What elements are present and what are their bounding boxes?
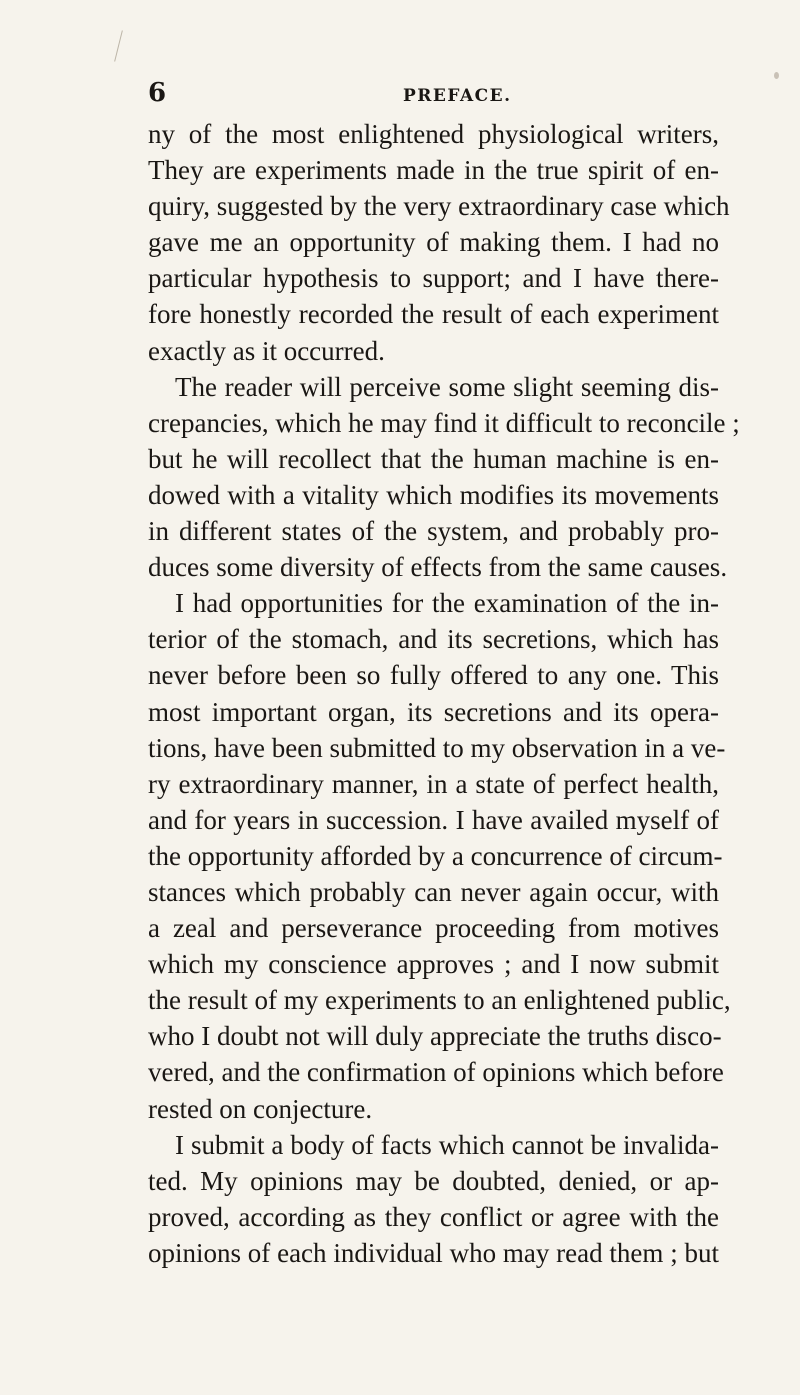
text-line: vered, and the confirmation of opinions which before xyxy=(148,1057,724,1088)
text-line: who I doubt not will duly appreciate the truths disco- xyxy=(148,1021,722,1052)
text-line: most important organ, its secretions and its opera- xyxy=(148,696,719,727)
text-line: proved, according as they conflict or agree with the xyxy=(148,1201,719,1232)
text-line: ry extraordinary manner, in a state of perfect health, xyxy=(148,768,719,799)
text-line: opinions of each individual who may read them ; but xyxy=(148,1237,719,1268)
text-line: and for years in succession. I have availed myself of xyxy=(148,804,719,835)
header-title: PREFACE. xyxy=(403,86,512,106)
text-line: I had opportunities for the examination of the in- xyxy=(175,588,719,619)
text-line: which my conscience approves ; and I now submit xyxy=(148,949,719,980)
text-line: duces some diversity of effects from the same causes. xyxy=(148,552,728,583)
text-line: terior of the stomach, and its secretions, which has xyxy=(148,624,719,655)
text-line: tions, have been submitted to my observation in a ve- xyxy=(148,732,726,763)
paper-speck xyxy=(774,72,779,79)
text-line: but he will recollect that the human machine is en- xyxy=(148,443,719,474)
text-line: ny of the most enlightened physiological writers, xyxy=(148,119,719,149)
text-line: fore honestly recorded the result of each experiment xyxy=(148,299,719,330)
text-line: dowed with a vitality which modifies its movements xyxy=(148,479,719,510)
text-line: quiry, suggested by the very extraordinary case which xyxy=(148,191,730,222)
text-line: exactly as it occurred. xyxy=(148,335,385,366)
text-line: I submit a body of facts which cannot be invalida- xyxy=(175,1129,719,1160)
text-line: They are experiments made in the true spirit of en- xyxy=(148,155,719,186)
body-text xyxy=(148,116,740,1271)
text-line: ted. My opinions may be doubted, denied, or ap- xyxy=(148,1165,719,1196)
text-line: crepancies, which he may find it difficult to reconcile ; xyxy=(148,407,740,438)
text-line: the result of my experiments to an enlightened public, xyxy=(148,985,731,1016)
text-line: gave me an opportunity of making them. I had no xyxy=(148,227,719,258)
text-line: The reader will perceive some slight seeming dis- xyxy=(175,371,719,402)
page-number: 6 xyxy=(148,78,167,108)
text-line: a zeal and perseverance proceeding from motives xyxy=(148,913,719,944)
text-line: never before been so fully offered to any one. This xyxy=(148,660,719,691)
paper-mark xyxy=(114,30,123,61)
text-line: particular hypothesis to support; and I have there- xyxy=(148,263,719,294)
text-line: rested on conjecture. xyxy=(148,1093,373,1124)
text-line: the opportunity afforded by a concurrence of circum- xyxy=(148,840,723,871)
running-head xyxy=(0,78,800,118)
text-line: stances which probably can never again occur, with xyxy=(148,876,719,907)
text-line: in different states of the system, and probably pro- xyxy=(148,516,719,547)
